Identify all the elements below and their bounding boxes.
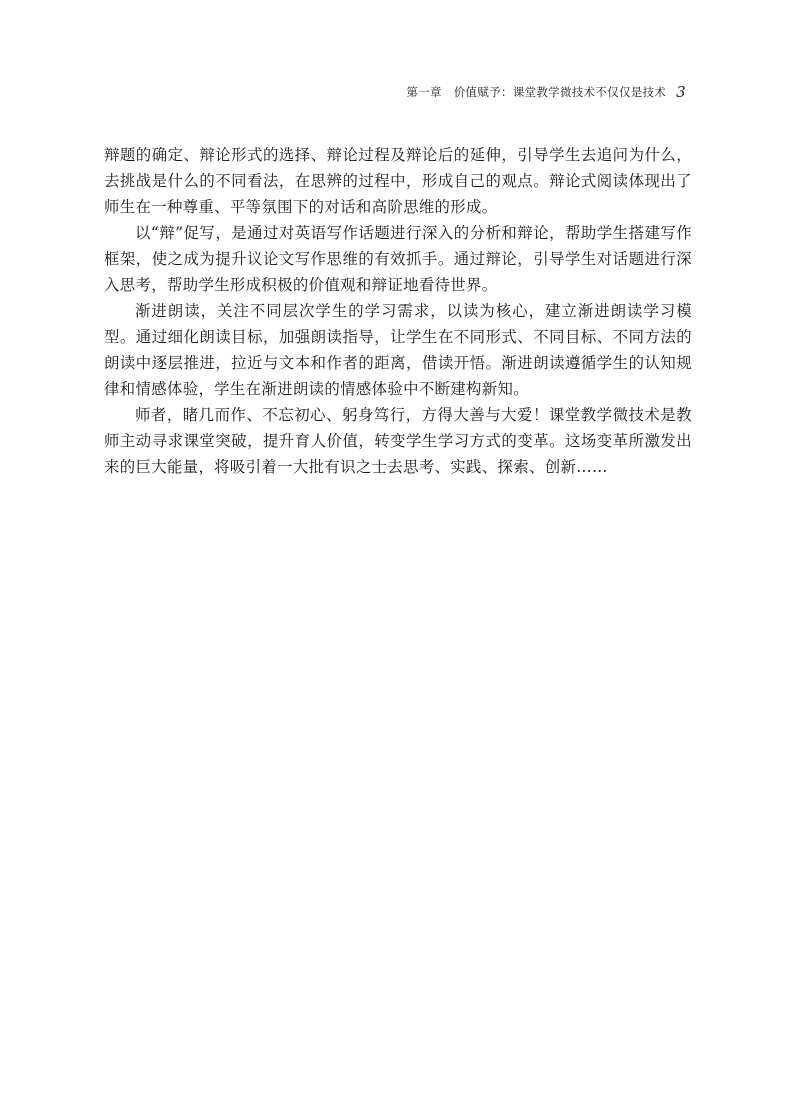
page-number: 3	[676, 83, 686, 101]
chapter-label: 第一章	[406, 85, 442, 99]
chapter-title: 价值赋予：课堂教学微技术不仅仅是技术	[453, 85, 667, 99]
body-text	[104, 142, 692, 480]
paragraph: 辩题的确定、辩论形式的选择、辩论过程及辩论后的延伸，引导学生去追问为什么，去挑战是什么的不同看法，在思辨的过程中，形成自己的观点。辩论式阅读体现出了师生在一种尊重、平等氛围下的对话和高阶思维的形成。	[104, 146, 692, 216]
running-head	[406, 78, 686, 100]
paragraph: 渐进朗读，关注不同层次学生的学习需求，以读为核心，建立渐进朗读学习模型。通过细化朗读目标，加强朗读指导，让学生在不同形式、不同目标、不同方法的朗读中逐层推进，拉近与文本和作者的距离，借读开悟。渐进朗读遵循学生的认知规律和情感体验，学生在渐进朗读的情感体验中不断建构新知。	[104, 302, 692, 398]
paragraph: 师者，睹几而作、不忘初心、躬身笃行，方得大善与大爱！课堂教学微技术是教师主动寻求课堂突破，提升育人价值，转变学生学习方式的变革。这场变革所激发出来的巨大能量，将吸引着一大批有识之士去思考、实践、探索、创新……	[104, 406, 692, 476]
paragraph: 以“辩”促写，是通过对英语写作话题进行深入的分析和辩论，帮助学生搭建写作框架，使之成为提升议论文写作思维的有效抓手。通过辩论，引导学生对话题进行深入思考，帮助学生形成积极的价值观和辩证地看待世界。	[104, 224, 692, 294]
